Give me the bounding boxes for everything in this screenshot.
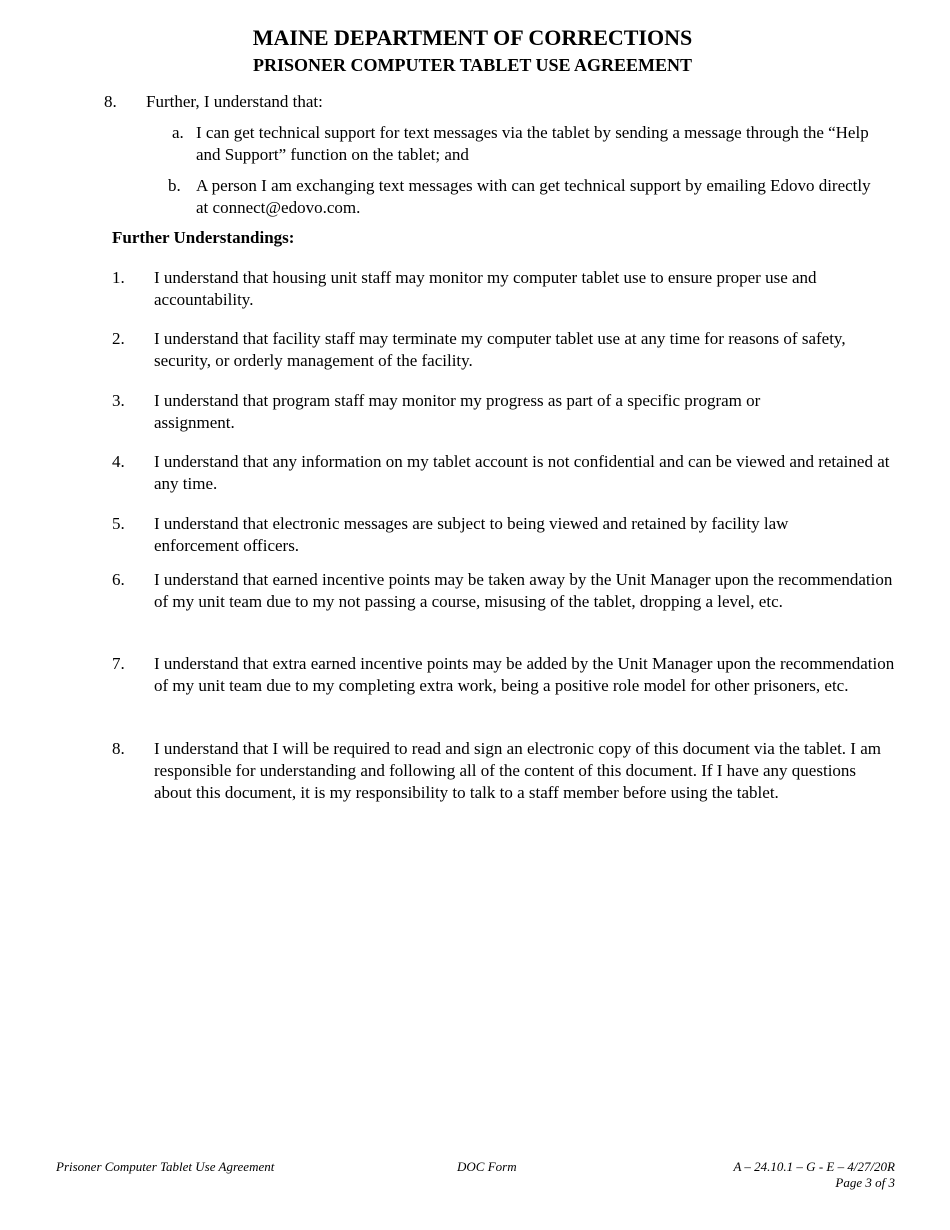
list-item-number: 7. [112,654,125,673]
list-item-text: I understand that I will be required to read and sign an electronic copy of this document via the tablet. I am responsible for understanding and following all of the content of this document. If I have any questions about this document, it is my responsibility to talk to a staff member before using the tablet. [154,739,881,802]
item-number: 8. [104,92,117,111]
list-item [112,569,902,637]
sub-item-letter: a. [172,123,184,142]
document-title: MAINE DEPARTMENT OF CORRECTIONS [252,25,693,50]
sub-item-letter: b. [168,176,181,195]
list-item-text: I understand that electronic messages are subject to being viewed and retained by facility law enforcement officers. [154,514,789,555]
list-item-number: 3. [112,391,125,410]
list-item-number: 5. [112,514,125,533]
list-item [112,328,902,374]
sub-item-text: I can get technical support for text messages via the tablet by sending a message through the “Help and Support” function on the tablet; and [196,123,869,164]
list-item [112,390,902,436]
list-item-number: 4. [112,452,125,471]
footer-doc-type: DOC Form [457,1159,517,1174]
list-item-text: I understand that program staff may monitor my progress as part of a specific program or assignment. [154,391,761,432]
list-item [112,513,902,559]
list-item-text: I understand that housing unit staff may monitor my computer tablet use to ensure proper use and accountability. [154,268,817,309]
list-item-text: I understand that facility staff may terminate my computer tablet use at any time for reasons of safety, security, or orderly management of the facility. [154,329,846,370]
list-item-number: 6. [112,570,125,589]
sub-item-text: A person I am exchanging text messages with can get technical support by emailing Edovo directly at connect@edovo.com. [196,176,871,217]
list-item-text: I understand that extra earned incentive points may be added by the Unit Manager upon the recommendation of my unit team due to my completing extra work, being a positive role model for other prisoners, etc. [154,654,895,695]
further-understandings-heading: Further Understandings: [112,228,295,247]
list-item [112,653,902,721]
sub-item-b [168,175,898,221]
list-item-number: 8. [112,739,125,758]
continued-item [104,91,904,115]
document-subtitle: PRISONER COMPUTER TABLET USE AGREEMENT [252,55,693,75]
sub-item-a [172,122,902,168]
item-text: Further, I understand that: [146,92,323,111]
footer-form-name: Prisoner Computer Tablet Use Agreement [56,1159,275,1174]
footer-form-code: A – 24.10.1 – G - E – 4/27/20R [733,1159,895,1174]
list-item [112,738,902,828]
list-item-number: 2. [112,329,125,348]
footer-page-number: Page 3 of 3 [835,1175,895,1190]
list-item-number: 1. [112,268,125,287]
list-item [112,267,902,313]
list-item-text: I understand that earned incentive points may be taken away by the Unit Manager upon the recommendation of my unit team due to my not passing a course, misusing of the tablet, dropping a level, etc. [154,570,893,611]
list-item [112,451,902,497]
list-item-text: I understand that any information on my tablet account is not confidential and can be viewed and retained at any time. [154,452,890,493]
